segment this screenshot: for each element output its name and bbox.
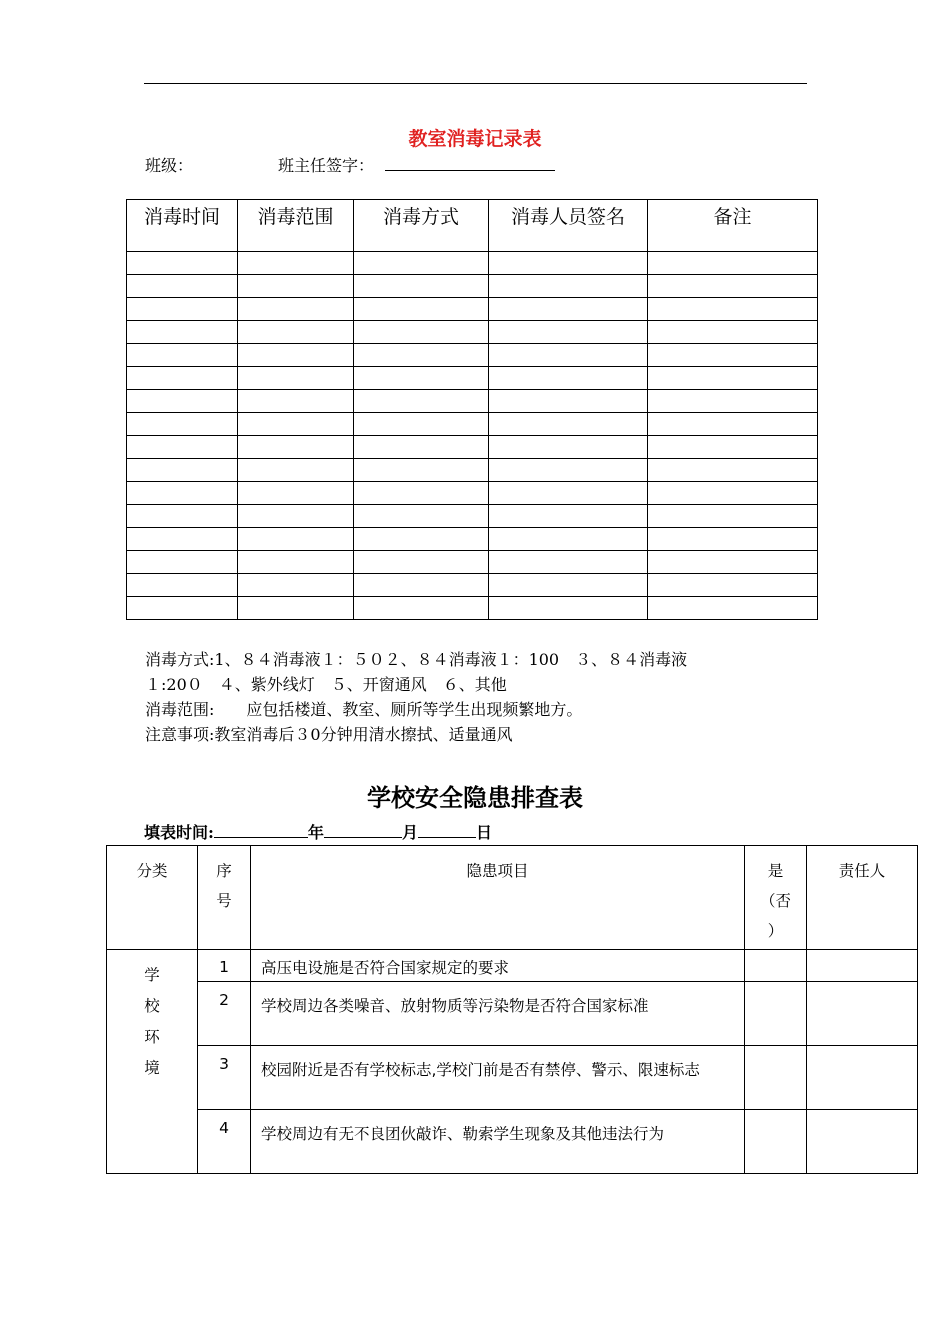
year-field[interactable] [214, 823, 308, 838]
method-note-line1: 消毒方式:1、８４消毒液１：５０２、８４消毒液１：100 ３、８４消毒液 [145, 650, 688, 669]
table-cell[interactable] [238, 321, 354, 344]
table-row [127, 528, 818, 551]
table-row [107, 1110, 918, 1174]
table-cell[interactable] [238, 528, 354, 551]
table-cell[interactable] [489, 367, 648, 390]
table-cell[interactable] [489, 252, 648, 275]
table-cell[interactable] [238, 413, 354, 436]
table-cell[interactable] [648, 252, 818, 275]
yesno-cell[interactable] [745, 1110, 807, 1174]
table-cell[interactable] [354, 505, 489, 528]
table-row [127, 574, 818, 597]
responsible-header: 责任人 [807, 846, 918, 950]
month-label: 月 [401, 823, 418, 842]
responsible-cell[interactable] [807, 950, 918, 982]
table-cell[interactable] [354, 574, 489, 597]
table-cell[interactable] [648, 275, 818, 298]
table-cell[interactable] [489, 275, 648, 298]
table-cell[interactable] [127, 597, 238, 620]
table-cell[interactable] [648, 321, 818, 344]
table-cell[interactable] [648, 344, 818, 367]
table-row [127, 367, 818, 390]
table-cell[interactable] [127, 367, 238, 390]
table-cell[interactable] [127, 436, 238, 459]
table-cell[interactable] [238, 298, 354, 321]
table-cell[interactable] [648, 551, 818, 574]
fill-date-label: 填表时间: [144, 823, 214, 842]
table-cell[interactable] [238, 344, 354, 367]
table-cell[interactable] [238, 436, 354, 459]
table-cell[interactable] [648, 574, 818, 597]
table-cell[interactable] [648, 505, 818, 528]
table-row [127, 436, 818, 459]
category-school-environment: 学 校 环 境 [107, 950, 198, 1174]
table-row [107, 1046, 918, 1110]
table-cell[interactable] [238, 505, 354, 528]
table-cell[interactable] [127, 344, 238, 367]
item-number: 1 [198, 950, 251, 982]
table-cell[interactable] [354, 597, 489, 620]
record-notes [145, 647, 825, 747]
table-cell[interactable] [354, 298, 489, 321]
table-cell[interactable] [354, 551, 489, 574]
item-text: 校园附近是否有学校标志,学校门前是否有禁停、警示、限速标志 [251, 1046, 745, 1110]
table-cell[interactable] [238, 597, 354, 620]
table-cell[interactable] [489, 459, 648, 482]
table-cell[interactable] [489, 344, 648, 367]
table-cell[interactable] [354, 344, 489, 367]
category-header: 分类 [107, 846, 198, 950]
table-cell[interactable] [648, 528, 818, 551]
table-cell[interactable] [127, 528, 238, 551]
table-cell[interactable] [354, 367, 489, 390]
table-cell[interactable] [127, 551, 238, 574]
teacher-sign-label: 班主任签字： [278, 156, 375, 175]
table-cell[interactable] [127, 505, 238, 528]
item-text: 高压电设施是否符合国家规定的要求 [251, 950, 745, 982]
table-cell[interactable] [489, 597, 648, 620]
table-cell[interactable] [489, 505, 648, 528]
table-cell[interactable] [127, 482, 238, 505]
table-cell[interactable] [127, 390, 238, 413]
table-cell[interactable] [354, 321, 489, 344]
column-header: 备注 [648, 200, 818, 252]
table-cell[interactable] [238, 390, 354, 413]
table-cell[interactable] [489, 528, 648, 551]
yesno-cell[interactable] [745, 982, 807, 1046]
table-cell[interactable] [489, 574, 648, 597]
table-cell[interactable] [648, 436, 818, 459]
table-cell[interactable] [648, 482, 818, 505]
method-note-line2: １:20０ ４、紫外线灯 ５、开窗通风 ６、其他 [145, 675, 507, 694]
column-header: 消毒范围 [238, 200, 354, 252]
responsible-cell[interactable] [807, 1110, 918, 1174]
record-title: 教室消毒记录表 [408, 128, 542, 150]
item-number: 4 [198, 1110, 251, 1174]
table-row [127, 551, 818, 574]
table-cell[interactable] [648, 597, 818, 620]
table-cell[interactable] [127, 574, 238, 597]
table-cell[interactable] [489, 482, 648, 505]
table-row [127, 344, 818, 367]
table-cell[interactable] [127, 459, 238, 482]
column-header: 消毒时间 [127, 200, 238, 252]
number-header: 序 号 [198, 846, 251, 950]
table-cell[interactable] [648, 367, 818, 390]
table-row [107, 982, 918, 1046]
table-row [127, 413, 818, 436]
table-cell[interactable] [354, 459, 489, 482]
table-cell[interactable] [489, 321, 648, 344]
table-cell[interactable] [489, 390, 648, 413]
table-cell[interactable] [238, 482, 354, 505]
yesno-cell[interactable] [745, 950, 807, 982]
scope-note: 消毒范围: 应包括楼道、教室、厕所等学生出现频繁地方。 [145, 700, 583, 719]
disinfection-table [126, 199, 818, 620]
item-header: 隐患项目 [251, 846, 745, 950]
item-number: 3 [198, 1046, 251, 1110]
table-cell[interactable] [238, 275, 354, 298]
header-rule [144, 83, 807, 84]
table-row [127, 390, 818, 413]
column-header: 消毒方式 [354, 200, 489, 252]
table-cell[interactable] [238, 367, 354, 390]
table-cell[interactable] [648, 298, 818, 321]
column-header: 消毒人员签名 [489, 200, 648, 252]
fill-date-line [144, 820, 492, 843]
table-cell[interactable] [127, 413, 238, 436]
day-label: 日 [475, 823, 492, 842]
table-cell[interactable] [127, 252, 238, 275]
table-row [107, 950, 918, 982]
yesno-cell[interactable] [745, 1046, 807, 1110]
table-cell[interactable] [648, 390, 818, 413]
table-cell[interactable] [648, 413, 818, 436]
table-cell[interactable] [238, 252, 354, 275]
table-row [127, 505, 818, 528]
table-cell[interactable] [489, 413, 648, 436]
safety-table [106, 845, 918, 1174]
table-cell[interactable] [354, 390, 489, 413]
attention-note: 注意事项:教室消毒后３0分钟用清水擦拭、适量通风 [145, 725, 513, 744]
class-label: 班级： [145, 156, 194, 175]
table-cell[interactable] [238, 459, 354, 482]
table-cell[interactable] [127, 321, 238, 344]
item-text: 学校周边各类噪音、放射物质等污染物是否符合国家标准 [251, 982, 745, 1046]
yesno-header: 是 （否 ） [745, 846, 807, 950]
table-row [127, 298, 818, 321]
day-field[interactable] [418, 823, 476, 838]
table-row [127, 597, 818, 620]
year-label: 年 [307, 823, 324, 842]
table-cell[interactable] [127, 298, 238, 321]
table-cell[interactable] [489, 436, 648, 459]
table-row [127, 252, 818, 275]
table-cell[interactable] [354, 482, 489, 505]
month-field[interactable] [324, 823, 402, 838]
table-cell[interactable] [354, 436, 489, 459]
table-row [127, 459, 818, 482]
table-cell[interactable] [127, 275, 238, 298]
item-text: 学校周边有无不良团伙敲诈、勒索学生现象及其他违法行为 [251, 1110, 745, 1174]
table-row [127, 275, 818, 298]
table-row [127, 482, 818, 505]
safety-title: 学校安全隐患排查表 [367, 783, 583, 812]
item-number: 2 [198, 982, 251, 1046]
table-cell[interactable] [354, 252, 489, 275]
responsible-cell[interactable] [807, 982, 918, 1046]
table-row [127, 321, 818, 344]
teacher-sign-field[interactable] [385, 170, 555, 171]
table-cell[interactable] [238, 551, 354, 574]
table-cell[interactable] [489, 551, 648, 574]
table-cell[interactable] [354, 275, 489, 298]
table-cell[interactable] [354, 528, 489, 551]
table-cell[interactable] [354, 413, 489, 436]
table-cell[interactable] [648, 459, 818, 482]
responsible-cell[interactable] [807, 1046, 918, 1110]
table-cell[interactable] [489, 298, 648, 321]
table-cell[interactable] [238, 574, 354, 597]
